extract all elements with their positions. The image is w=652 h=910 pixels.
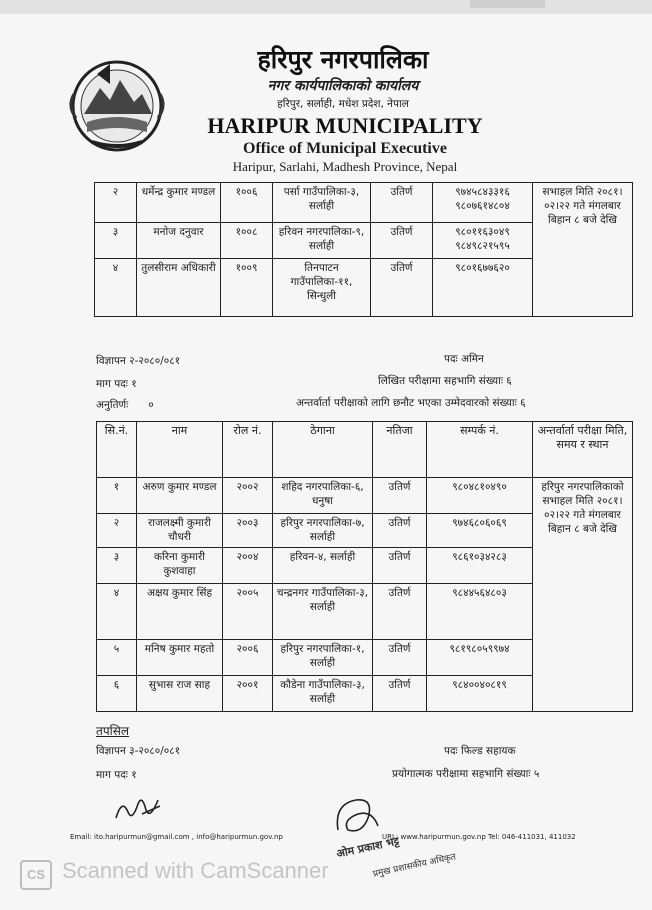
cell-result: उतिर्ण [371,259,433,317]
cell-roll: १००९ [221,259,273,317]
stamp-name: ओम प्रकाश भट्ट [335,834,401,861]
failed-count: अनुतिर्णः ० [96,399,154,411]
table-header-row [97,422,633,478]
cell-name: सुभास राज साह [137,676,223,712]
cell-roll: २००५ [223,584,273,640]
cell-sn: १ [97,478,137,514]
cell-sn: ३ [97,548,137,584]
footer-web: URL: www.haripurmun.gov.np Tel: 046-411031, 411032 [382,833,576,841]
appendix-practical-count: प्रयोगात्मक परीक्षामा सहभागि संख्याः ५ [392,768,540,780]
appendix-heading: तपसिल [96,724,130,738]
cell-result: उतिर्ण [373,640,427,676]
cell-name: अक्षय कुमार सिंह [137,584,223,640]
results-table-1 [94,182,633,317]
cell-roll: २००१ [223,676,273,712]
nepal-emblem-icon [62,54,172,154]
header-name: नाम [137,422,223,478]
cell-address: हरिवन नगरपालिका-९, सर्लाही [273,223,371,259]
cell-address: शहिद नगरपालिका-६, धनुषा [273,478,373,514]
cell-sn: २ [97,514,137,548]
stamp-title: प्रमुख प्रशासकीय अधिकृत [372,852,457,880]
cell-result: उतिर्ण [373,676,427,712]
cell-schedule: हरिपुर नगरपालिकाको सभाहल मिति २०८१।०२।२२ गते मंगलबार बिहान ८ बजे देखि [533,478,633,712]
cell-result: उतिर्ण [373,584,427,640]
header-en-office: Office of Municipal Executive [243,140,447,157]
cell-address: हरिपुर नगरपालिका-७, सर्लाही [273,514,373,548]
cell-contact: ९८०१६७७६२० [433,259,533,317]
cell-sn: २ [95,183,137,223]
cell-roll: १००६ [221,183,273,223]
cell-contact: ९८६१०३४२८३ [427,548,533,584]
cell-address: हरिवन-४, सर्लाही [273,548,373,584]
header-np-address: हरिपुर, सर्लाही, मधेश प्रदेश, नेपाल [277,98,409,110]
cell-contact: ९८४००४०८१९ [427,676,533,712]
cell-contact: ९८१९८०५९९७४ [427,640,533,676]
cell-name: धर्मेन्द्र कुमार मण्डल [137,183,221,223]
cell-name: मनिष कुमार महतो [137,640,223,676]
results-table-2 [96,421,633,712]
cell-result: उतिर्ण [373,548,427,584]
cell-address: हरिपुर नगरपालिका-१, सर्लाही [273,640,373,676]
header-sn: सि.नं. [97,422,137,478]
header-schedule: अन्तर्वार्ता परीक्षा मिति, समय र स्थान [533,422,633,478]
footer-email: Email: ito.haripurmun@gmail.com , info@haripurmun.gov.np [70,833,283,841]
cell-result: उतिर्ण [373,514,427,548]
written-count: लिखित परीक्षामा सहभागि संख्याः ६ [378,375,512,387]
cell-address: कौडेना गाउँपालिका-३, सर्लाही [273,676,373,712]
cell-roll: २००४ [223,548,273,584]
cell-sn: ६ [97,676,137,712]
table-row [97,478,633,514]
header-en-address: Haripur, Sarlahi, Madhesh Province, Nepal [232,159,458,174]
camscanner-watermark: Scanned with CamScanner [62,858,329,883]
ad-number: विज्ञापन २-२०८०/०८१ [96,355,181,367]
cell-contact: ९८०४८१०४९० [427,478,533,514]
cell-sn: ३ [95,223,137,259]
cell-contact: ९८०११६३०४९ ९८४९८२१५९५ [433,223,533,259]
cell-name: तुलसीराम अधिकारी [137,259,221,317]
cell-sn: ४ [97,584,137,640]
cell-name: राजलक्ष्मी कुमारी चौधरी [137,514,223,548]
cell-result: उतिर्ण [371,223,433,259]
cell-contact: ९८४४५६४८०३ [427,584,533,640]
cell-name: मनोज दनुवार [137,223,221,259]
appendix-demand: माग पदः १ [96,769,137,781]
cell-name: करिना कुमारी कुशवाहा [137,548,223,584]
shortlisted-count: अन्तर्वार्ता परीक्षाको लागि छनौट भएका उम्मेदवारको संख्याः ६ [296,397,526,409]
scan-edge [0,0,652,14]
cell-address: तिनपाटन गाउँपालिका-११, सिन्धुली [273,259,371,317]
cell-schedule: सभाहल मिति २०८१।०२।२२ गते मंगलबार बिहान ८ बजे देखि [533,183,633,317]
cell-address: चन्द्रनगर गाउँपालिका-३, सर्लाही [273,584,373,640]
post-name: पदः अमिन [444,353,484,365]
table-row [95,183,633,223]
header-roll: रोल नं. [223,422,273,478]
header-np-office: नगर कार्यपालिकाको कार्यालय [267,78,419,94]
signature-mark [112,790,164,826]
cell-contact: ९७४६८०६०६९ [427,514,533,548]
header-address: ठेगाना [273,422,373,478]
camscanner-logo-icon: CS [20,860,52,890]
cell-contact: ९७४५८४३३१६ ९८०७६१४८०४ [433,183,533,223]
header-contact: सम्पर्क नं. [427,422,533,478]
demand-count: माग पदः १ [96,378,137,390]
cell-roll: १००८ [221,223,273,259]
appendix-ad-number: विज्ञापन ३-२०८०/०८१ [96,745,181,757]
cell-name: अरुण कुमार मण्डल [137,478,223,514]
cell-roll: २००२ [223,478,273,514]
header-en-title: HARIPUR MUNICIPALITY [207,113,483,138]
cell-sn: ५ [97,640,137,676]
header-result: नतिजा [373,422,427,478]
cell-result: उतिर्ण [371,183,433,223]
cell-roll: २००६ [223,640,273,676]
cell-roll: २००३ [223,514,273,548]
header-np-title: हरिपुर नगरपालिका [257,45,429,74]
cell-result: उतिर्ण [373,478,427,514]
cell-sn: ४ [95,259,137,317]
appendix-post: पदः फिल्ड सहायक [444,745,516,757]
cell-address: पर्सा गाउँपालिका-३, सर्लाही [273,183,371,223]
scan-edge-tab [470,0,545,8]
